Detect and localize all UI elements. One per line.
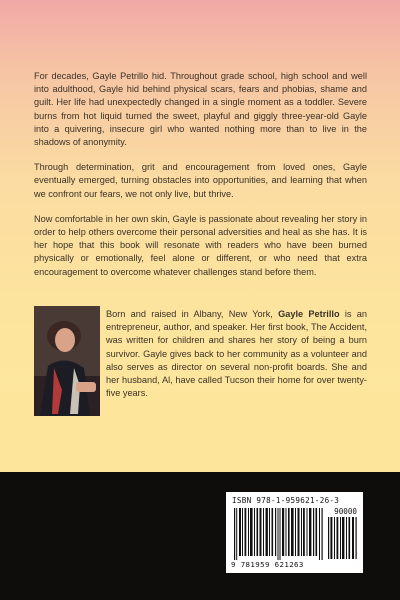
- addon-bars-image: [328, 517, 358, 559]
- price-code: 90000: [334, 507, 357, 516]
- author-photo: [34, 306, 100, 416]
- author-section: [34, 306, 367, 418]
- author-portrait-image: [34, 306, 100, 416]
- blurb-paragraph-1: For decades, Gayle Petrillo hid. Throughout grade school, high school and well into adulthood, Gayle hid behind physical scars, fears and phobias, shame and guilt. Her life had unexpectedly changed in a single moment as a toddler. Severe burns from hot liquid turned the sweet, playful and giggly three-year-old Gayle into a quivering, insecure girl who wanted nothing more than to live in the shadows of anonymity.: [34, 71, 367, 148]
- author-bio: [106, 308, 367, 400]
- ean-digits: 9 781959 621263: [231, 560, 304, 569]
- blurb: [34, 70, 367, 291]
- barcode-panel: [226, 492, 363, 573]
- blurb-paragraph-2: Through determination, grit and encouragement from loved ones, Gayle eventually emerged, turning obstacles into opportunities, and learning that when we confront our fears, we not only live, but thrive.: [34, 162, 367, 199]
- bio-rest: is an entrepreneur, author, and speaker. Her first book, The Accident, was written for children and shares her story of being a burn survivor. Gayle gives back to her community as a volunteer and also serves as director on several non-profit boards. She and her husband, Al, have called Tucson their home for over twenty-five years.: [106, 309, 367, 399]
- footer-band: [0, 472, 400, 600]
- blurb-paragraph-3: Now comfortable in her own skin, Gayle is passionate about revealing her story in order to help others overcome their personal adversities and heal as she has. It is her hope that this book will resonate with readers who have been burned physically or emotionally, feel alone or different, or who need that extra encouragement to overcome whatever challenges stand before them.: [34, 213, 367, 277]
- bio-lead: Born and raised in Albany, New York,: [106, 309, 279, 319]
- author-name: Gayle Petrillo: [278, 309, 340, 319]
- isbn-text: ISBN 978-1-959621-26-3: [232, 496, 340, 505]
- barcode-bars-image: [234, 508, 324, 560]
